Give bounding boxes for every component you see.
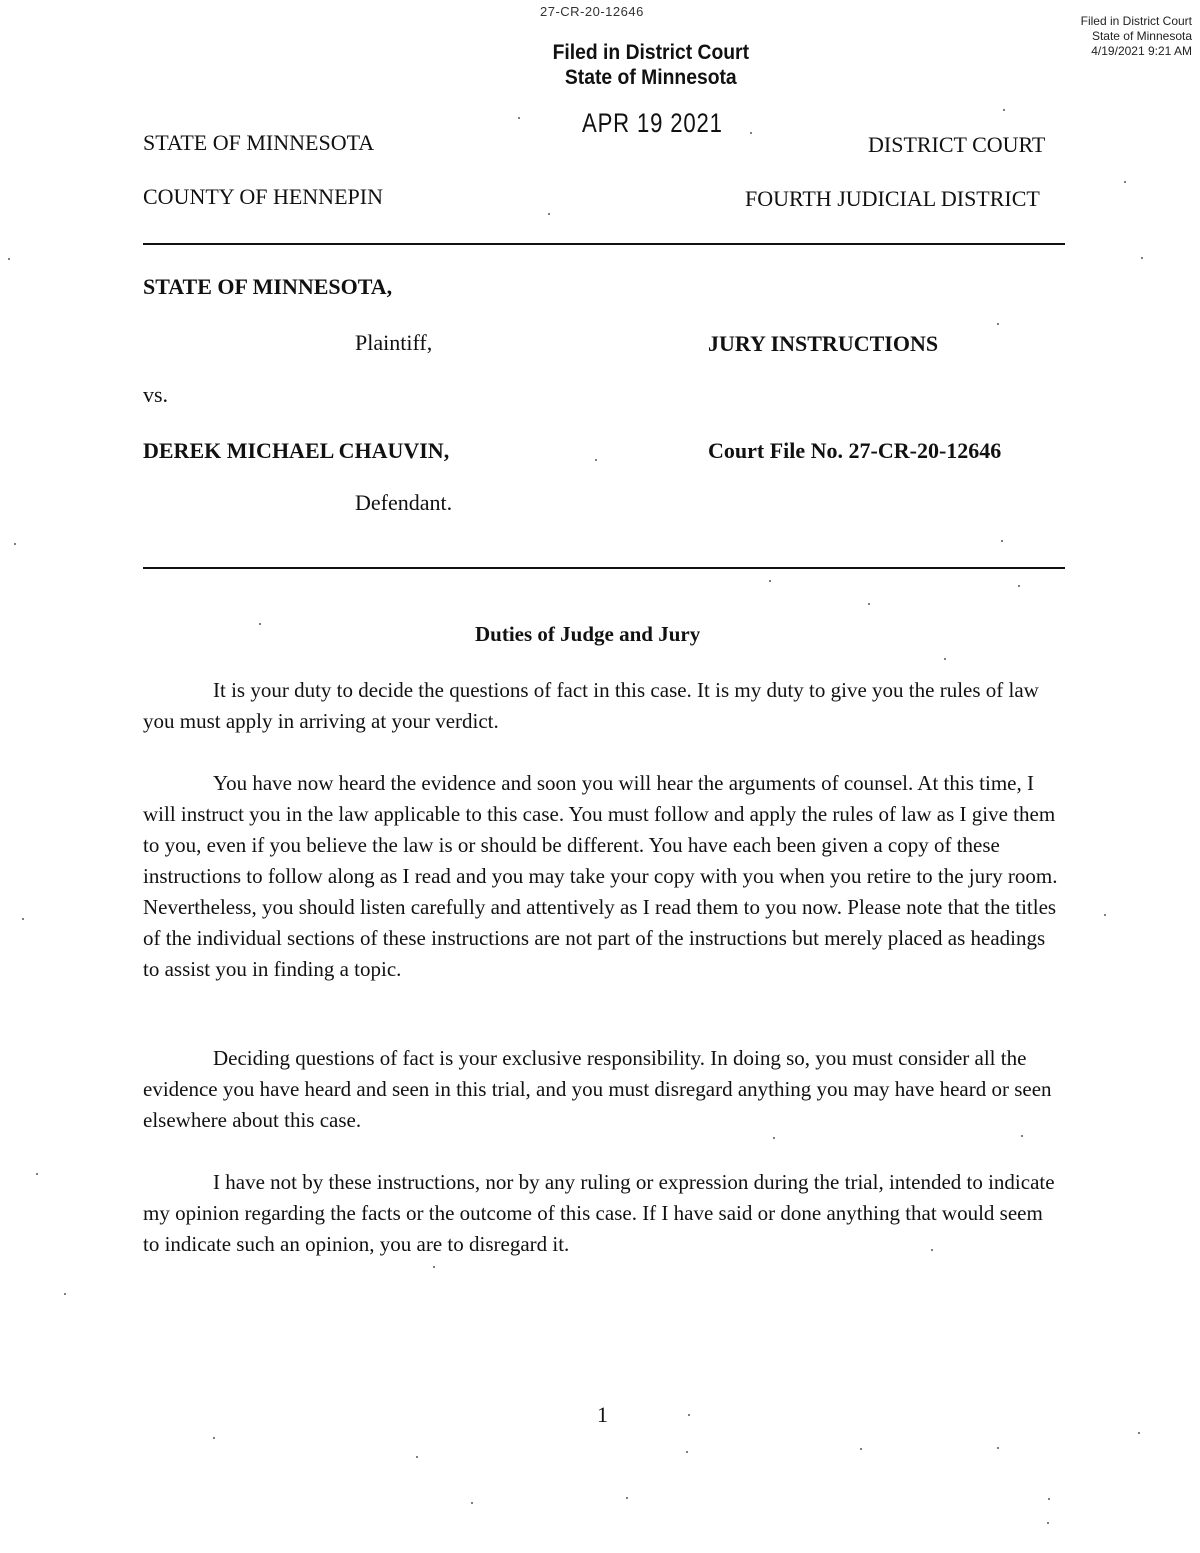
filed-stamp-date: APR 19 2021 <box>582 108 723 138</box>
caption-district: FOURTH JUDICIAL DISTRICT <box>745 186 1040 211</box>
efile-stamp <box>1081 14 1192 59</box>
filed-stamp-line2: State of Minnesota <box>564 66 737 89</box>
paragraph-2: You have now heard the evidence and soon you will hear the arguments of counsel. At this time, I will instruct you in the law applicable to this case. You must follow and apply the rules of law as I give them to you, even if you believe the law is or should be different. You have each been given a copy of these instructions to follow along as I read and you may take your copy with you when you retire to the jury room. Nevertheless, you should listen carefully and attentively as I read them to you now. Please note that the titles of the individual sections of these instructions are not part of the instructions but merely placed as headings to assist you in finding a topic. <box>143 771 1058 981</box>
plaintiff-role: Plaintiff, <box>355 330 433 355</box>
document-title: JURY INSTRUCTIONS <box>708 331 939 356</box>
paragraph-4: I have not by these instructions, nor by any ruling or expression during the trial, intended to indicate my opinion regarding the facts or the outcome of this case. If I have said or done anything that would seem to indicate such an opinion, you are to disregard it. <box>143 1170 1055 1256</box>
top-file-number: 27-CR-20-12646 <box>540 4 644 19</box>
caption-bottom-rule <box>143 567 1065 569</box>
page-number: 1 <box>597 1402 608 1427</box>
defendant-name: DEREK MICHAEL CHAUVIN, <box>143 438 450 463</box>
section-heading: Duties of Judge and Jury <box>475 622 701 646</box>
caption-top-rule <box>143 243 1065 245</box>
filed-stamp <box>545 40 757 90</box>
paragraph-1: It is your duty to decide the questions of fact in this case. It is my duty to give you the rules of law you must apply in arriving at your verdict. <box>143 678 1039 733</box>
versus: vs. <box>143 382 169 407</box>
caption-court: DISTRICT COURT <box>868 132 1046 157</box>
defendant-role: Defendant. <box>355 490 453 515</box>
plaintiff-name: STATE OF MINNESOTA, <box>143 274 393 299</box>
efile-stamp-line2: State of Minnesota <box>1091 29 1192 43</box>
filed-stamp-line1: Filed in District Court <box>552 41 750 64</box>
caption-county: COUNTY OF HENNEPIN <box>143 184 383 209</box>
efile-stamp-line3: 4/19/2021 9:21 AM <box>1091 44 1192 58</box>
paragraph-3: Deciding questions of fact is your exclusive responsibility. In doing so, you must consider all the evidence you have heard and seen in this trial, and you must disregard anything you may have heard or seen elsewhere about this case. <box>143 1046 1052 1132</box>
court-file-number: Court File No. 27-CR-20-12646 <box>708 438 1002 463</box>
caption-state: STATE OF MINNESOTA <box>143 130 375 155</box>
efile-stamp-line1: Filed in District Court <box>1080 14 1192 28</box>
